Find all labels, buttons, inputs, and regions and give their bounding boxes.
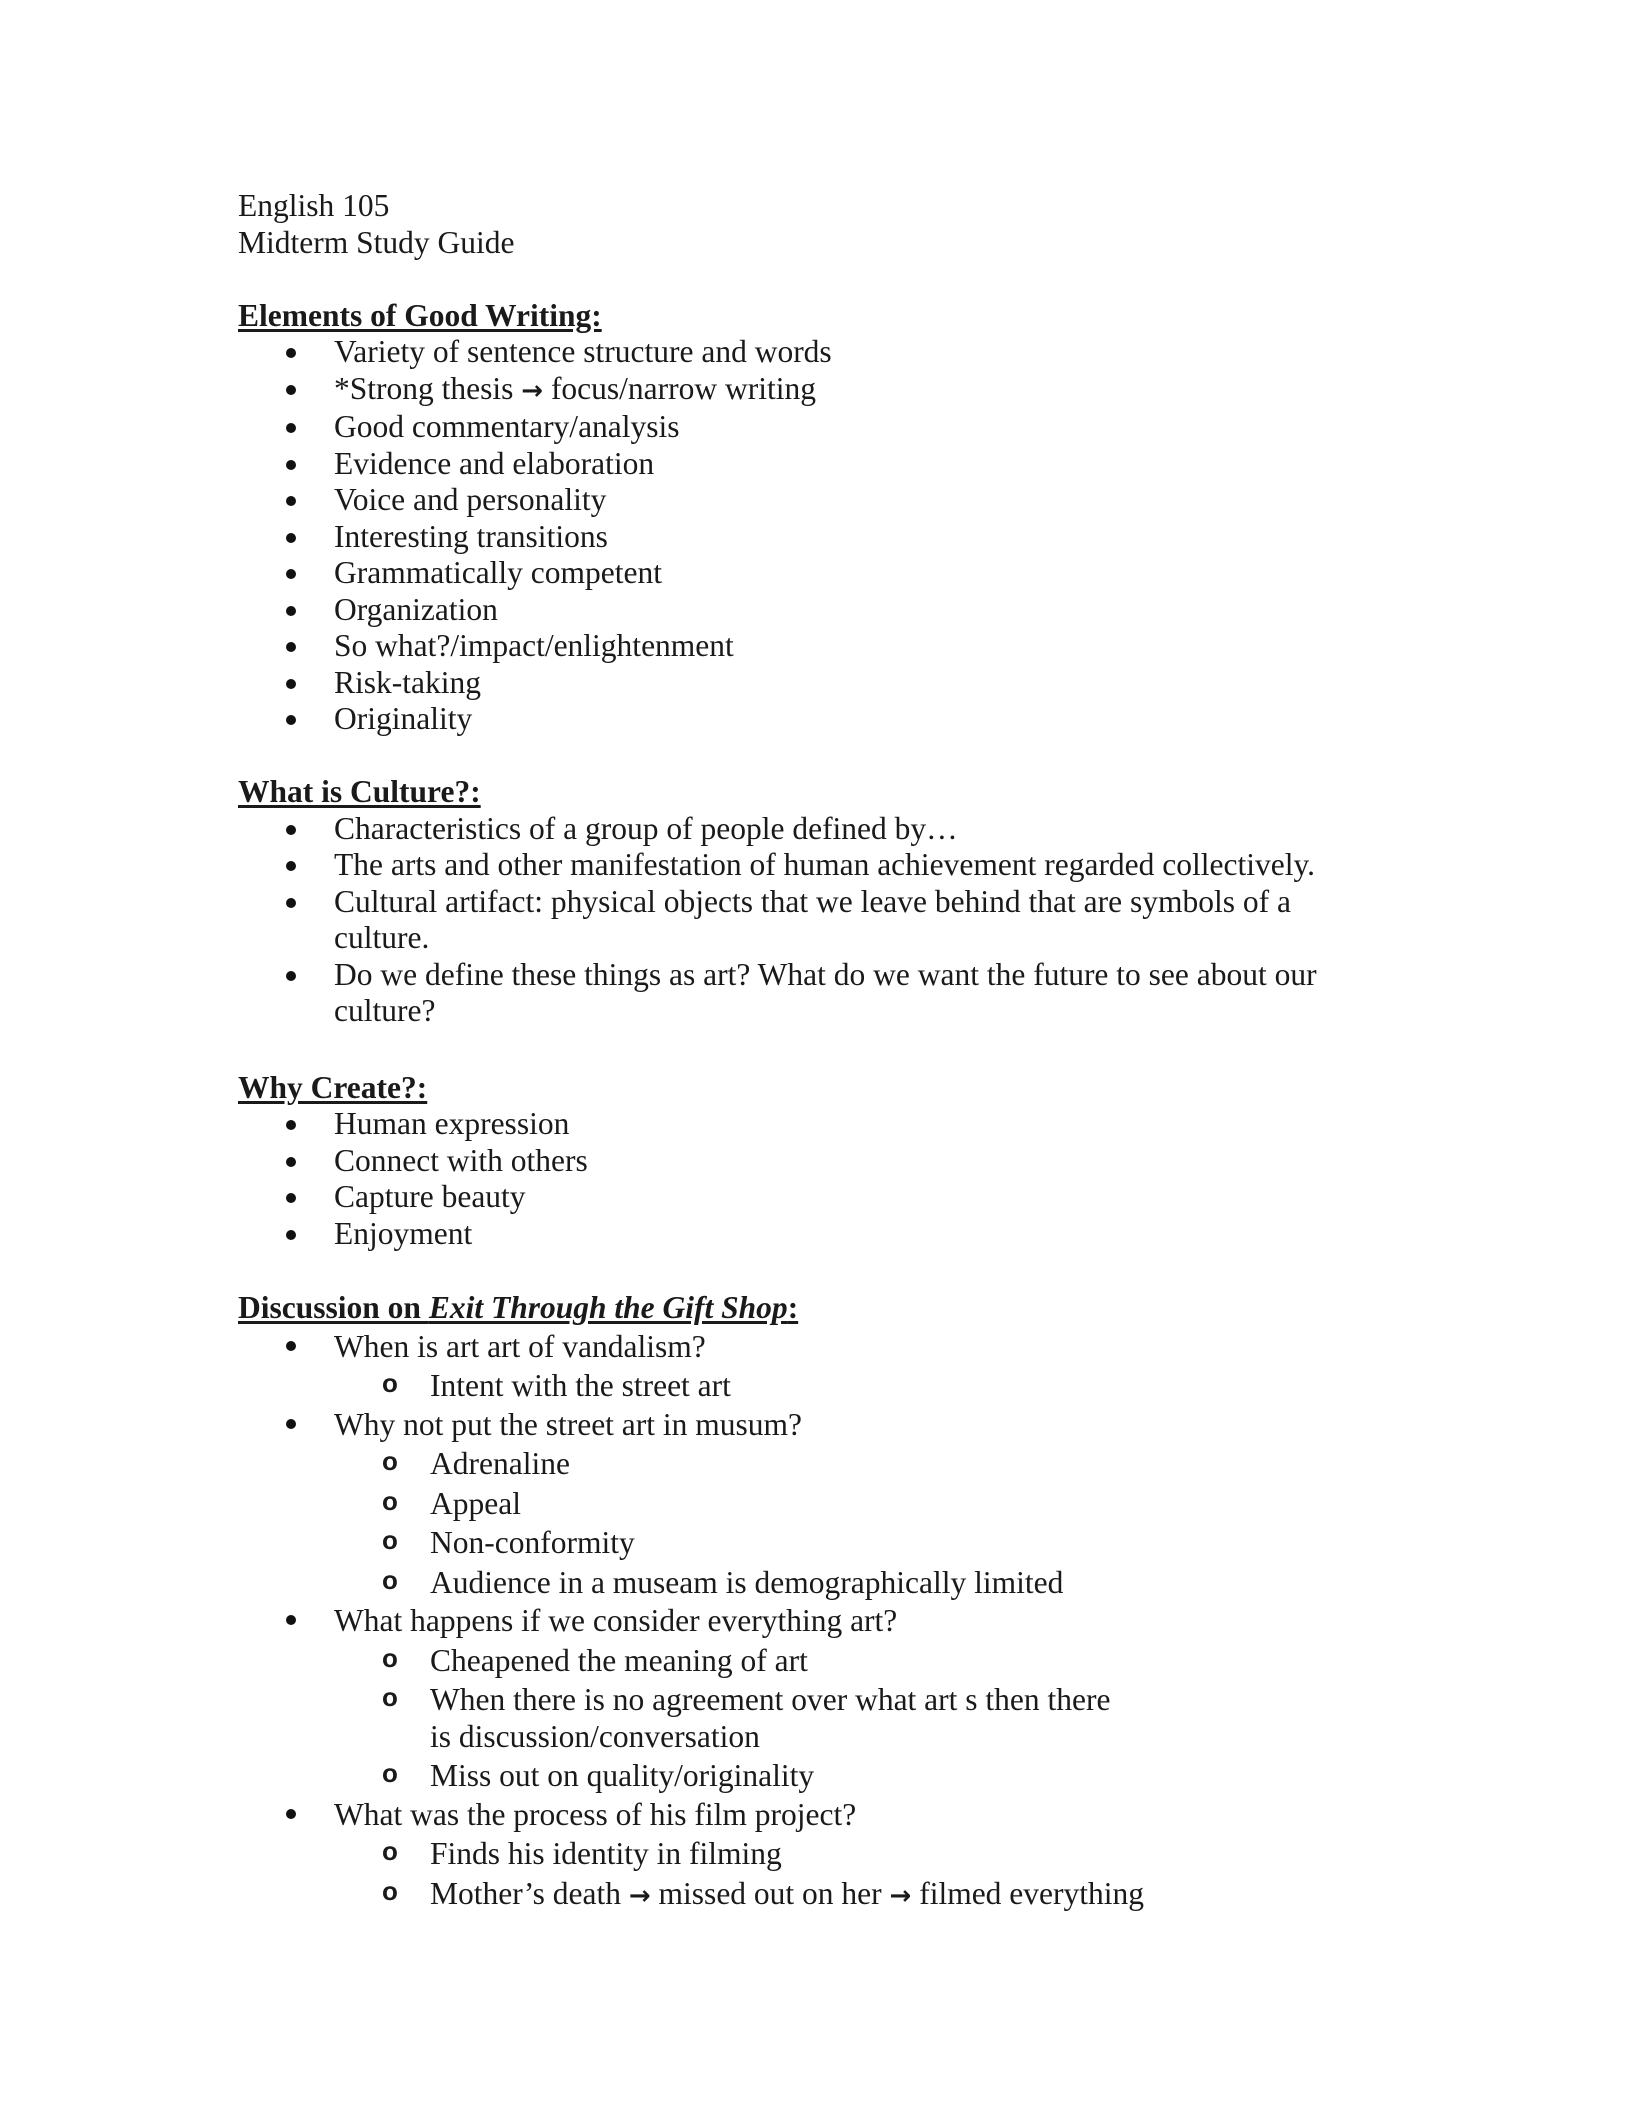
sub-list-item-text: Mother’s death	[430, 1875, 621, 1911]
sub-list-item	[334, 1562, 1418, 1602]
bullet-icon	[286, 971, 296, 981]
sub-list-item	[334, 1443, 1418, 1483]
sub-list-item-text: Non-conformity	[430, 1525, 635, 1560]
bullet-list-discussion	[238, 1327, 1418, 1915]
bullet-icon	[286, 460, 296, 470]
bullet-icon	[286, 1341, 296, 1351]
bullet-icon	[286, 1809, 296, 1819]
arrow-right-icon: →	[628, 1880, 651, 1911]
sub-list	[334, 1443, 1418, 1601]
list-item-text: Originality	[334, 701, 473, 736]
list-item-text: What happens if we consider everything art?	[334, 1603, 898, 1638]
list-item-text: Do we define these things as art? What do we want the future to see about our culture?	[334, 956, 1317, 1028]
bullet-icon	[286, 385, 296, 395]
list-item-text: Interesting transitions	[334, 518, 608, 554]
list-item	[238, 1405, 1418, 1602]
sub-list	[334, 1365, 1418, 1405]
sub-list-item-text: Audience in a museam is demographically limited	[430, 1564, 1064, 1600]
list-item	[238, 334, 1418, 371]
list-item	[238, 847, 1418, 884]
list-item-text: Risk-taking	[334, 664, 481, 700]
list-item	[238, 957, 1418, 1030]
list-item	[238, 1795, 1418, 1915]
bullet-icon	[286, 423, 296, 433]
section-heading-culture: What is Culture?:	[238, 774, 481, 809]
list-item-text: *Strong thesis	[334, 370, 514, 406]
section-heading-create: Why Create?:	[238, 1069, 428, 1105]
bullet-icon	[286, 569, 296, 579]
circle-bullet-icon: o	[382, 1642, 398, 1673]
document-title: Midterm Study Guide	[238, 224, 515, 260]
circle-bullet-icon: o	[382, 1836, 398, 1866]
bullet-icon	[286, 1120, 296, 1130]
sub-list-item-text: Finds his identity in filming	[430, 1836, 782, 1871]
bullet-icon	[286, 898, 296, 908]
section-culture	[238, 774, 1418, 1030]
bullet-list-elements	[238, 334, 1418, 738]
list-item-text: Variety of sentence structure and words	[334, 334, 832, 369]
sub-list-item-text: Miss out on quality/originality	[430, 1758, 815, 1793]
sub-list-item-text: Intent with the street art	[430, 1368, 731, 1403]
list-item	[238, 628, 1418, 665]
list-item-text: The arts and other manifestation of human achievement regarded collectively.	[334, 847, 1316, 882]
section-heading-discussion	[238, 1290, 1418, 1327]
sub-list-item	[334, 1365, 1418, 1405]
list-item-text: Cultural artifact: physical objects that we leave behind that are symbols of a culture.	[334, 883, 1291, 955]
list-item-text: Why not put the street art in musum?	[334, 1406, 803, 1442]
sub-list	[334, 1640, 1418, 1795]
bullet-icon	[286, 861, 296, 871]
sub-list-item	[334, 1755, 1418, 1795]
sub-list	[334, 1833, 1418, 1914]
bullet-icon	[286, 1230, 296, 1240]
bullet-icon	[286, 1193, 296, 1203]
bullet-icon	[286, 348, 296, 358]
list-item	[238, 482, 1418, 519]
document-page	[238, 188, 1418, 1914]
circle-bullet-icon: o	[382, 1485, 398, 1516]
list-item-text: What was the process of his film project?	[334, 1796, 857, 1832]
section-elements	[238, 298, 1418, 738]
sub-list-item-text: missed out on her	[658, 1875, 882, 1911]
sub-list-item-text: When there is no agreement over what art s then there is discussion/conversation	[430, 1682, 1111, 1754]
circle-bullet-icon: o	[382, 1875, 398, 1906]
course-name: English 105	[238, 188, 390, 223]
list-item	[238, 371, 1418, 410]
bullet-icon	[286, 1157, 296, 1167]
bullet-icon	[286, 606, 296, 616]
list-item-text: Evidence and elaboration	[334, 445, 655, 481]
list-item	[238, 884, 1418, 957]
list-item-text: Characteristics of a group of people defined by…	[334, 810, 958, 846]
list-item-text: Organization	[334, 591, 498, 627]
sub-list-item	[334, 1833, 1418, 1873]
circle-bullet-icon: o	[382, 1525, 398, 1555]
heading-prefix: Discussion on	[238, 1290, 429, 1325]
list-item-text: Capture beauty	[334, 1179, 526, 1214]
bullet-list-culture	[238, 811, 1418, 1030]
bullet-icon	[286, 1419, 296, 1429]
list-item	[238, 701, 1418, 738]
bullet-icon	[286, 496, 296, 506]
sub-list-item	[334, 1679, 1418, 1755]
list-item-text: focus/narrow writing	[550, 370, 816, 406]
sub-list-item-text: Adrenaline	[430, 1446, 570, 1481]
list-item	[238, 1106, 1418, 1143]
arrow-right-icon: →	[889, 1880, 912, 1911]
list-item-text: When is art art of vandalism?	[334, 1328, 706, 1364]
bullet-icon	[286, 642, 296, 652]
bullet-icon	[286, 533, 296, 543]
section-heading-elements: Elements of Good Writing:	[238, 297, 602, 333]
list-item	[238, 1601, 1418, 1795]
film-title: Exit Through the Gift Shop	[428, 1290, 788, 1325]
sub-list-item	[334, 1640, 1418, 1680]
circle-bullet-icon: o	[382, 1758, 398, 1788]
sub-list-item-text: Appeal	[430, 1485, 521, 1521]
list-item	[238, 1143, 1418, 1180]
list-item	[238, 1216, 1418, 1253]
list-item-text: Connect with others	[334, 1142, 588, 1178]
bullet-icon	[286, 715, 296, 725]
heading-suffix: :	[787, 1290, 799, 1325]
list-item	[238, 446, 1418, 483]
list-item	[238, 811, 1418, 848]
list-item-text: Enjoyment	[334, 1215, 473, 1251]
list-item-text: Grammatically competent	[334, 555, 662, 590]
circle-bullet-icon: o	[382, 1368, 398, 1398]
list-item	[238, 592, 1418, 629]
sub-list-item	[334, 1483, 1418, 1523]
sub-list-item	[334, 1522, 1418, 1562]
sub-list-item	[334, 1873, 1418, 1915]
circle-bullet-icon: o	[382, 1682, 398, 1712]
bullet-icon	[286, 1615, 296, 1625]
list-item	[238, 1179, 1418, 1216]
list-item-text: Human expression	[334, 1106, 570, 1141]
bullet-list-create	[238, 1106, 1418, 1252]
list-item	[238, 519, 1418, 556]
sub-list-item-text: filmed everything	[919, 1875, 1145, 1911]
circle-bullet-icon: o	[382, 1564, 398, 1595]
bullet-icon	[286, 825, 296, 835]
list-item	[238, 555, 1418, 592]
section-discussion	[238, 1290, 1418, 1914]
list-item	[238, 1327, 1418, 1405]
section-create	[238, 1070, 1418, 1253]
list-item	[238, 409, 1418, 446]
list-item-text: Voice and personality	[334, 482, 607, 517]
circle-bullet-icon: o	[382, 1446, 398, 1476]
list-item-text: So what?/impact/enlightenment	[334, 628, 734, 663]
list-item	[238, 665, 1418, 702]
list-item-text: Good commentary/analysis	[334, 409, 680, 444]
arrow-right-icon: →	[521, 375, 544, 406]
sub-list-item-text: Cheapened the meaning of art	[430, 1642, 808, 1678]
bullet-icon	[286, 679, 296, 689]
